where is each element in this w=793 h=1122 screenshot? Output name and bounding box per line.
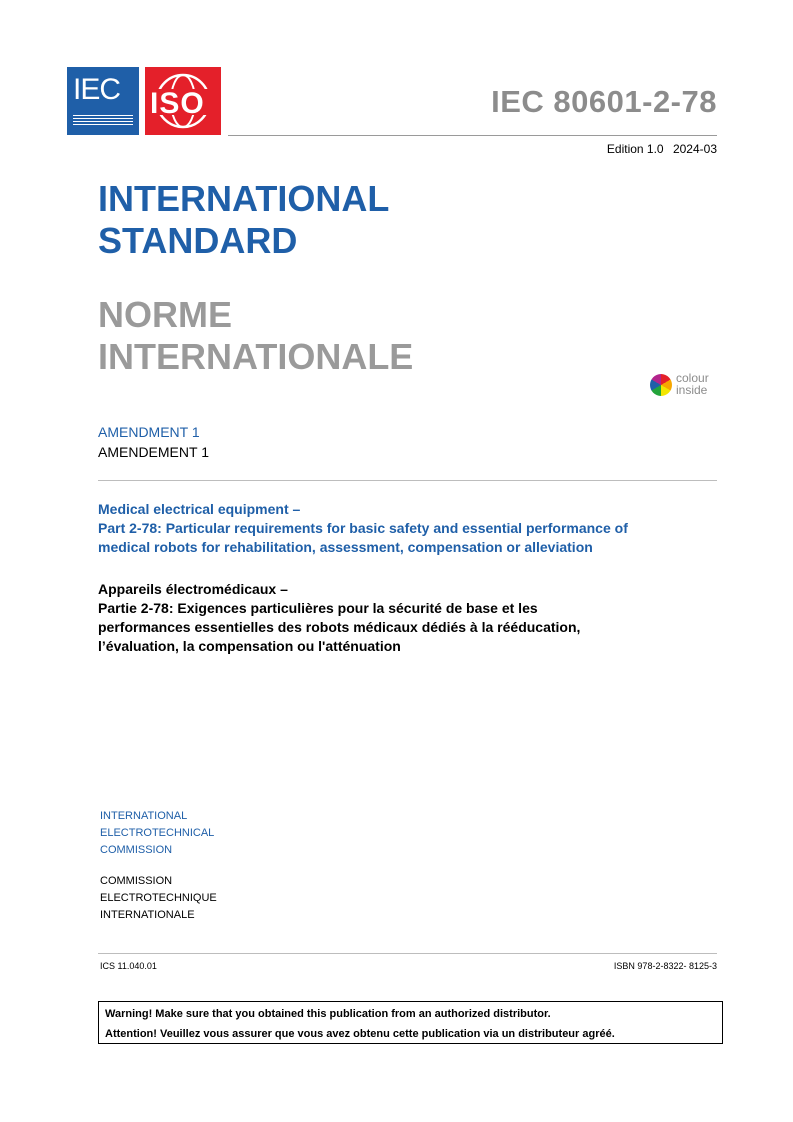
subject-french	[98, 580, 738, 656]
subject-en-line1: Medical electrical equipment –	[98, 501, 301, 517]
ics-code: ICS 11.040.01	[100, 961, 157, 971]
colour-wheel-icon	[650, 374, 672, 396]
colour-label-line2: inside	[676, 383, 708, 397]
title-en-line1: INTERNATIONAL	[98, 178, 390, 219]
subject-en-line2: Part 2-78: Particular requirements for basic safety and essential performance of	[98, 520, 628, 536]
org-en-line: INTERNATIONAL	[100, 810, 188, 822]
org-fr-line: INTERNATIONALE	[100, 909, 195, 921]
title-fr-line1: NORME	[98, 294, 232, 335]
title-english	[98, 178, 389, 262]
colour-inside-badge	[650, 372, 720, 398]
colour-label-line1: colour	[676, 371, 709, 385]
iso-logo	[145, 67, 221, 135]
org-fr-line: COMMISSION	[100, 875, 173, 887]
iso-logo-text: ISO	[150, 87, 205, 120]
org-fr-line: ELECTROTECHNIQUE	[100, 892, 217, 904]
iec-logo	[67, 67, 139, 135]
document-number: IEC 80601-2-78	[491, 84, 717, 119]
edition-date: 2024-03	[672, 142, 717, 156]
subject-fr-line3: performances essentielles des robots médicaux dédiés à la rééducation,	[98, 619, 581, 635]
subject-fr-line4: l’évaluation, la compensation ou l'atténuation	[98, 638, 401, 654]
title-en-line2: STANDARD	[98, 220, 298, 261]
edition-label: Edition 1.0	[606, 142, 664, 156]
org-en-line: ELECTROTECHNICAL	[100, 827, 215, 839]
warning-french: Attention! Veuillez vous assurer que vous avez obtenu cette publication via un distributeur agréé.	[105, 1028, 615, 1040]
subject-fr-line1: Appareils électromédicaux –	[98, 581, 288, 597]
subject-fr-line2: Partie 2-78: Exigences particulières pour la sécurité de base et les	[98, 600, 538, 616]
iec-logo-lines	[73, 115, 133, 125]
warning-box	[98, 1001, 723, 1044]
subject-en-line3: medical robots for rehabilitation, assessment, compensation or alleviation	[98, 539, 593, 555]
amendment-french: AMENDEMENT 1	[98, 444, 209, 460]
isbn-number: ISBN 978-2-8322- 8125-3	[613, 961, 717, 971]
subject-english	[98, 500, 738, 557]
warning-english: Warning! Make sure that you obtained this publication from an authorized distributor.	[105, 1008, 551, 1020]
footer-divider	[98, 953, 717, 954]
amendment-english: AMENDMENT 1	[98, 424, 200, 440]
organization-french	[100, 873, 217, 924]
colour-inside-label	[676, 372, 709, 396]
section-divider	[98, 480, 717, 481]
title-fr-line2: INTERNATIONALE	[98, 336, 414, 377]
title-french	[98, 294, 413, 378]
header-divider	[228, 135, 717, 136]
edition-info	[607, 142, 717, 156]
organization-english	[100, 808, 214, 859]
iec-logo-text: IEC	[73, 73, 121, 106]
org-en-line: COMMISSION	[100, 844, 173, 856]
